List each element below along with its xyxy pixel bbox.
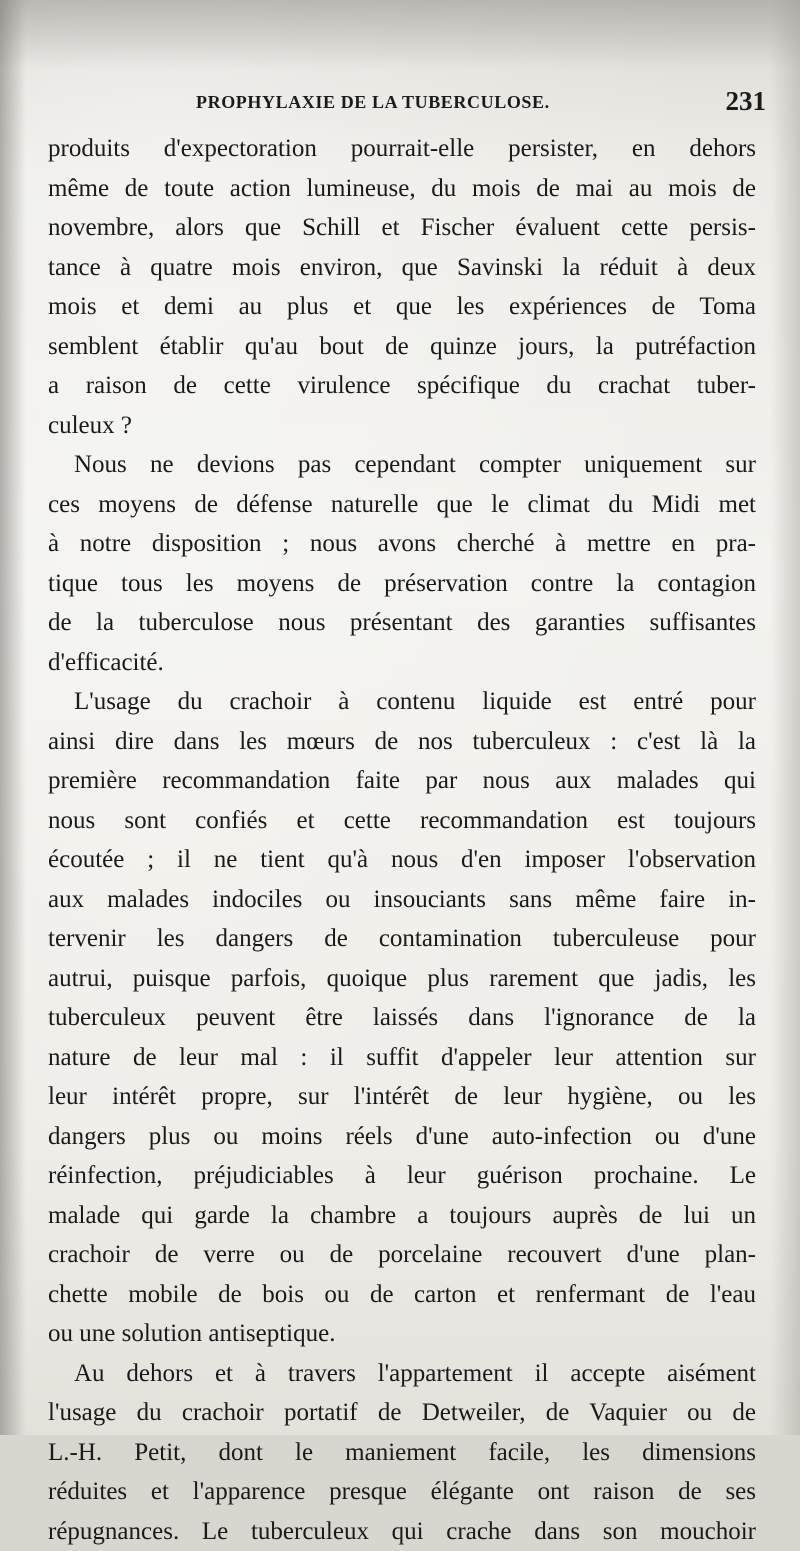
scan-shadow-top [0,0,800,70]
text-line: malade qui garde la chambre a toujours auprès de lui un [48,1196,756,1236]
text-line: crachoir de verre ou de porcelaine recouvert d'une plan- [48,1235,756,1275]
text-line: tervenir les dangers de contamination tuberculeuse pour [48,919,756,959]
text-line: dangers plus ou moins réels d'une auto-infection ou d'une [48,1117,756,1157]
text-line: ces moyens de défense naturelle que le climat du Midi met [48,485,756,525]
scan-shadow-left [0,0,26,1435]
text-line: d'efficacité. [48,643,756,683]
text-line: semblent établir qu'au bout de quinze jours, la putréfaction [48,327,756,367]
text-line: autrui, puisque parfois, quoique plus rarement que jadis, les [48,959,756,999]
text-line: de la tuberculose nous présentant des garanties suffisantes [48,603,756,643]
text-line: mois et demi au plus et que les expériences de Toma [48,287,756,327]
text-line: novembre, alors que Schill et Fischer évaluent cette persis- [48,208,756,248]
text-line: L'usage du crachoir à contenu liquide est entré pour [48,682,756,722]
page-header [196,90,766,120]
text-line: première recommandation faite par nous aux malades qui [48,761,756,801]
text-line: réinfection, préjudiciables à leur guérison prochaine. Le [48,1156,756,1196]
text-line: répugnances. Le tuberculeux qui crache dans son mouchoir [48,1512,756,1551]
text-line: L.-H. Petit, dont le maniement facile, les dimensions [48,1433,756,1473]
text-line: produits d'expectoration pourrait-elle persister, en dehors [48,129,756,169]
text-line: ou une solution antiseptique. [48,1314,756,1354]
text-line: même de toute action lumineuse, du mois de mai au mois de [48,169,756,209]
running-title: PROPHYLAXIE DE LA TUBERCULOSE. [196,92,550,113]
text-line: l'usage du crachoir portatif de Detweiler, de Vaquier ou de [48,1393,756,1433]
text-line: à notre disposition ; nous avons cherché à mettre en pra- [48,524,756,564]
text-line: nous sont confiés et cette recommandation est toujours [48,801,756,841]
scan-shadow-right [770,0,800,1435]
text-line: nature de leur mal : il suffit d'appeler leur attention sur [48,1038,756,1078]
text-line: écoutée ; il ne tient qu'à nous d'en imposer l'observation [48,840,756,880]
text-line: réduites et l'apparence presque élégante ont raison de ses [48,1472,756,1512]
text-line: culeux ? [48,406,756,446]
text-line: a raison de cette virulence spécifique du crachat tuber- [48,366,756,406]
text-line: tuberculeux peuvent être laissés dans l'ignorance de la [48,998,756,1038]
page-number: 231 [726,86,767,117]
text-line: Nous ne devions pas cependant compter uniquement sur [48,445,756,485]
text-line: aux malades indociles ou insouciants sans même faire in- [48,880,756,920]
text-line: leur intérêt propre, sur l'intérêt de leur hygiène, ou les [48,1077,756,1117]
text-line: ainsi dire dans les mœurs de nos tuberculeux : c'est là la [48,722,756,762]
text-line: chette mobile de bois ou de carton et renfermant de l'eau [48,1275,756,1315]
text-line: tique tous les moyens de préservation contre la contagion [48,564,756,604]
body-text [48,129,756,1551]
text-line: Au dehors et à travers l'appartement il accepte aisément [48,1354,756,1394]
text-line: tance à quatre mois environ, que Savinski la réduit à deux [48,248,756,288]
